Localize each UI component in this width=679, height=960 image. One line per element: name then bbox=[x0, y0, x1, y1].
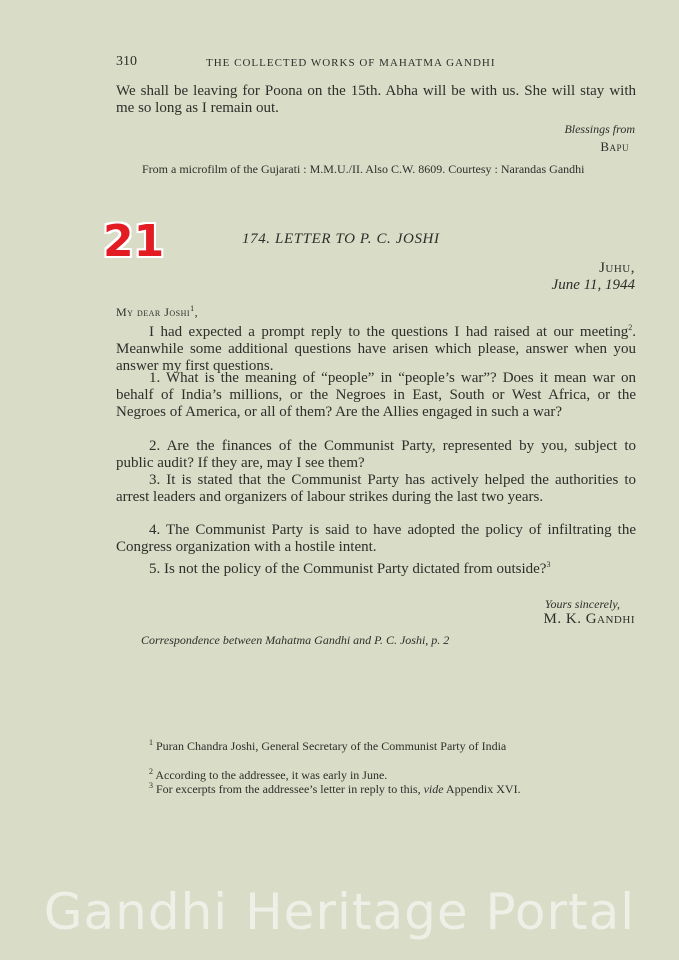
intro-text-a: I had expected a prompt reply to the questions I had raised at our meeting bbox=[149, 324, 629, 340]
prev-letter-body: We shall be leaving for Poona on the 15th. Abha will be with us. She will stay with me so long as I remain out. bbox=[116, 83, 636, 116]
prev-letter-closing: Blessings from bbox=[564, 122, 635, 136]
footnote-ref-2: 2 bbox=[628, 323, 633, 332]
question-5 bbox=[116, 556, 636, 578]
letter-place: Juhu, bbox=[599, 260, 635, 276]
letter-signature: M. K. Gandhi bbox=[543, 611, 635, 627]
footnote-2-mark: 2 bbox=[149, 767, 153, 776]
watermark: Gandhi Heritage Portal bbox=[43, 883, 636, 941]
question-1: 1. What is the meaning of “people” in “people’s war”? Does it mean war on behalf of India’s millions, or the Negroes in East, South or West Africa, or the Negroes of America, or all of them? Are the Allies engaged in such a war? bbox=[116, 370, 636, 420]
footnote-2-text: According to the addressee, it was early in June. bbox=[155, 768, 388, 782]
footnote-1-mark: 1 bbox=[149, 738, 153, 747]
letter-title: 174. LETTER TO P. C. JOSHI bbox=[242, 231, 440, 247]
footnote-1-text: Puran Chandra Joshi, General Secretary of the Communist Party of India bbox=[156, 739, 507, 753]
letter-date: June 11, 1944 bbox=[551, 277, 635, 293]
footnote-3-text-a: For excerpts from the addressee’s letter in reply to this, bbox=[156, 782, 424, 796]
question-5-text: 5. Is not the policy of the Communist Party dictated from outside? bbox=[149, 561, 547, 577]
letter-source: Correspondence between Mahatma Gandhi and P. C. Joshi, p. 2 bbox=[141, 633, 450, 647]
prev-letter-source: From a microfilm of the Gujarati : M.M.U./II. Also C.W. 8609. Courtesy : Narandas Gandhi bbox=[142, 162, 585, 176]
prev-letter-signature: Bapu bbox=[600, 139, 629, 154]
footnote-3-vide: vide bbox=[423, 782, 444, 796]
salutation-text: My dear Joshi bbox=[116, 305, 191, 319]
footnote-3 bbox=[116, 779, 636, 796]
footnote-3-text-b: Appendix XVI. bbox=[443, 782, 521, 796]
letter-intro bbox=[116, 319, 636, 375]
intro-text-b: . Meanwhile some additional questions have arisen which please, answer when you answer my first questions. bbox=[116, 324, 636, 374]
footnote-ref-1: 1 bbox=[190, 304, 195, 313]
footnote-3-mark: 3 bbox=[149, 781, 153, 790]
footnote-ref-3: 3 bbox=[546, 560, 551, 569]
letter-salutation bbox=[116, 300, 198, 321]
page-number: 310 bbox=[116, 54, 137, 69]
running-title: THE COLLECTED WORKS OF MAHATMA GANDHI bbox=[206, 57, 496, 69]
question-2: 2. Are the finances of the Communist Party, represented by you, subject to public audit? If they are, may I see them? bbox=[116, 438, 636, 471]
question-3: 3. It is stated that the Communist Party has actively helped the authorities to arrest leaders and organizers of labour strikes during the last two years. bbox=[116, 472, 636, 505]
page-badge: 21 bbox=[103, 216, 165, 267]
letter-closing: Yours sincerely, bbox=[544, 597, 620, 611]
salutation-end: , bbox=[194, 305, 199, 319]
question-4: 4. The Communist Party is said to have adopted the policy of infiltrating the Congress organization with a hostile intent. bbox=[116, 522, 636, 555]
footnote-1 bbox=[116, 736, 636, 753]
